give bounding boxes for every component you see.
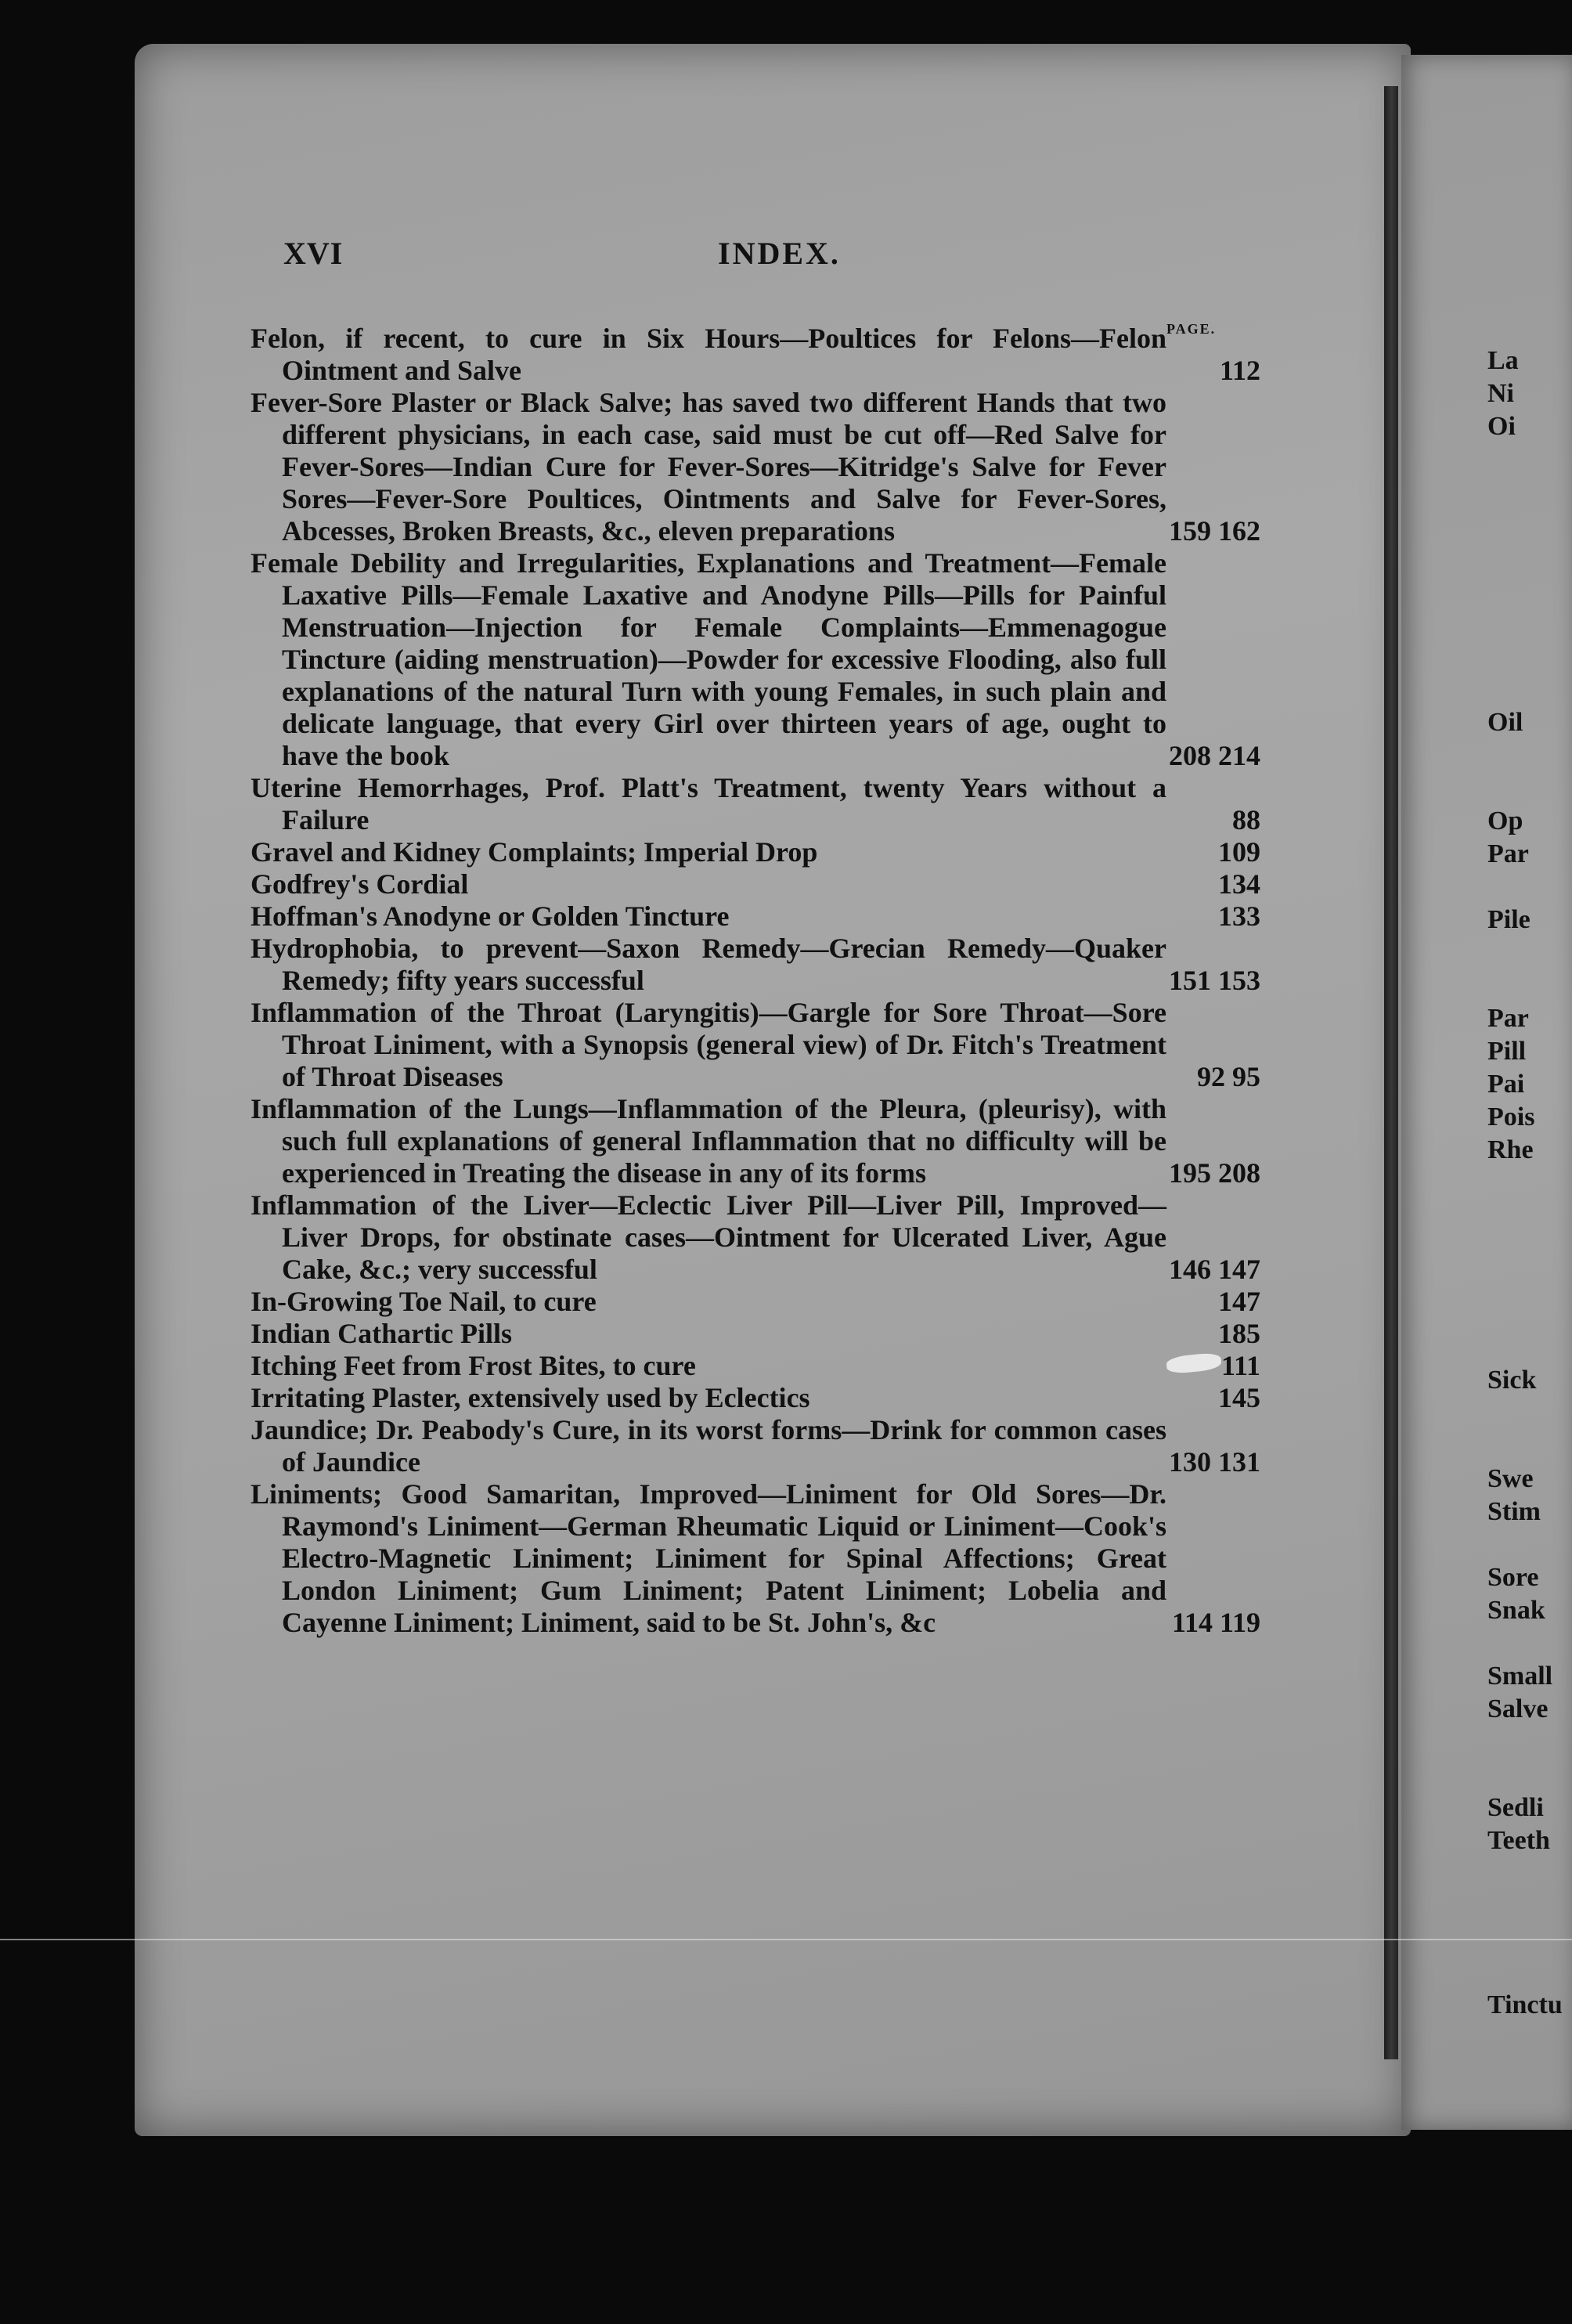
index-entry [251, 323, 1260, 387]
right-page-fragment [1487, 936, 1572, 969]
index-entry-pages: 147 [1218, 1286, 1260, 1317]
right-page-fragment [1487, 1430, 1572, 1463]
index-entry [251, 868, 1260, 900]
index-entry [251, 1286, 1260, 1318]
index-entry [251, 1382, 1260, 1414]
right-page-fragment [1487, 608, 1572, 641]
index-entry-pages: 112 [1219, 355, 1260, 386]
right-page-fragment [1487, 1397, 1572, 1430]
page-header [283, 235, 1160, 269]
right-page-fragment: Tinctu [1487, 1990, 1563, 2019]
page-title: INDEX. [718, 236, 841, 271]
right-page-fragment: Sore [1487, 1563, 1539, 1592]
index-entry [251, 1318, 1260, 1350]
index-entry-pages: 88 [1232, 804, 1260, 835]
index-entry-text: Hoffman's Anodyne or Golden Tincture [251, 900, 730, 932]
right-page-fragment: Pai [1487, 1070, 1525, 1099]
index-entry [251, 547, 1260, 772]
index-entry [251, 772, 1260, 836]
right-page-fragment: Rhe [1487, 1135, 1534, 1164]
right-page-fragment: Swe [1487, 1464, 1534, 1493]
page-number: XVI [283, 236, 344, 271]
scan-artifact-line [0, 1939, 1572, 1940]
index-entry-pages: 151 153 [1169, 965, 1260, 996]
index-entry-pages: 145 [1218, 1382, 1260, 1413]
right-page-fragment [1487, 1167, 1572, 1200]
right-page-fragment [1487, 542, 1572, 575]
right-page-fragment [1487, 673, 1572, 706]
right-page-fragment [1487, 575, 1572, 608]
index-entry-text: Felon, if recent, to cure in Six Hours—Poultices for Felons—Felon Ointment and Salve [251, 323, 1166, 386]
right-page-fragment [1487, 1857, 1572, 1890]
index-entry-text: Itching Feet from Frost Bites, to cure [251, 1350, 696, 1381]
right-page-fragment: Salve [1487, 1694, 1549, 1723]
index-entry-pages: 109 [1218, 836, 1260, 868]
right-page-fragments [1487, 345, 1572, 2022]
right-page-fragment: Teeth [1487, 1826, 1550, 1855]
index-entry [251, 997, 1260, 1093]
index-entry-pages: 111 [1220, 1350, 1260, 1381]
right-page-fragment: Snak [1487, 1596, 1545, 1625]
right-page-fragment [1487, 1726, 1572, 1759]
book-gutter [1384, 86, 1398, 2059]
right-page-fragment: Oil [1487, 708, 1523, 737]
right-page-fragment [1487, 1956, 1572, 1989]
right-page-fragment [1487, 1627, 1572, 1660]
index-entry-text: Fever-Sore Plaster or Black Salve; has saved two different Hands that two different physicians, in each case, said must be cut off—Red Salve for Fever-Sores—Indian Cure for Fever-Sores—Kitridge's Salve for Fever Sores—Fever-Sore Poultices, Ointments and Salve for Fever-Sores, Abcesses, Broken Breasts, &c., eleven preparations [251, 387, 1166, 547]
index-entry-pages: 133 [1218, 900, 1260, 932]
index-entry-text: Jaundice; Dr. Peabody's Cure, in its worst forms—Drink for common cases of Jaundice [251, 1414, 1166, 1478]
index-entry-text: Irritating Plaster, extensively used by Eclectics [251, 1382, 810, 1413]
index-entry-text: Inflammation of the Liver—Eclectic Liver Pill—Liver Pill, Improved—Liver Drops, for obstinate cases—Ointment for Ulcerated Liver, Ague Cake, &c.; very successful [251, 1189, 1166, 1285]
right-page-fragment: Pois [1487, 1102, 1535, 1131]
index-entry [251, 1414, 1260, 1478]
right-page-fragment [1487, 641, 1572, 673]
page-column-label: PAGE. [1166, 321, 1217, 337]
index-entry [251, 1478, 1260, 1639]
index-entry [251, 1093, 1260, 1189]
right-page-fragment: Stim [1487, 1497, 1541, 1526]
index-entry-text: Liniments; Good Samaritan, Improved—Liniment for Old Sores—Dr. Raymond's Liniment—German Rheumatic Liquid or Liniment—Cook's Electro-Magnetic Liniment; Liniment for Spinal Affections; Great London Liniment; Gum Liniment; Patent Liniment; Lobelia and Cayenne Liniment; Liniment, said to be St. John's, &c [251, 1478, 1166, 1638]
index-entry-text: Inflammation of the Throat (Laryngitis)—Gargle for Sore Throat—Sore Throat Liniment, with a Synopsis (general view) of Dr. Fitch's Treatment of Throat Diseases [251, 997, 1166, 1092]
right-page-fragment [1487, 1200, 1572, 1232]
right-page-fragment [1487, 1331, 1572, 1364]
right-page-fragment [1487, 1528, 1572, 1561]
index-entry-text: Uterine Hemorrhages, Prof. Platt's Treatment, twenty Years without a Failure [251, 772, 1166, 835]
index-entry-text: Indian Cathartic Pills [251, 1318, 513, 1349]
right-page-fragment: Small [1487, 1662, 1553, 1691]
index-entry [251, 1350, 1260, 1382]
index-entry-pages: 134 [1218, 868, 1260, 900]
index-entry-pages: 185 [1218, 1318, 1260, 1349]
right-page-fragment: Op [1487, 807, 1523, 835]
index-entry [251, 1189, 1260, 1286]
right-page-fragment: Sedli [1487, 1793, 1544, 1822]
index-entry-text: Female Debility and Irregularities, Explanations and Treatment—Female Laxative Pills—Female Laxative and Anodyne Pills—Pills for Painful Menstruation—Injection for Female Complaints—Emmenagogue Tincture (aiding menstruation)—Powder for excessive Flooding, also full explanations of the natural Turn with young Females, in such plain and delicate language, that every Girl over thirteen years of age, ought to have the book [251, 547, 1166, 771]
right-page-fragment: Oi [1487, 412, 1516, 441]
right-page-fragment: Pill [1487, 1037, 1527, 1066]
index-entry-text: In-Growing Toe Nail, to cure [251, 1286, 597, 1317]
right-page-fragment: Sick [1487, 1366, 1537, 1395]
index-entry-pages: 146 147 [1169, 1254, 1260, 1285]
index-entry [251, 900, 1260, 933]
right-page-fragment [1487, 1890, 1572, 1923]
index-entry-text: Hydrophobia, to prevent—Saxon Remedy—Grecian Remedy—Quaker Remedy; fifty years successful [251, 933, 1166, 996]
index-entry-text: Gravel and Kidney Complaints; Imperial Drop [251, 836, 818, 868]
index-entry [251, 933, 1260, 997]
right-page-fragment: Pile [1487, 905, 1531, 934]
right-page-fragment [1487, 969, 1572, 1002]
index-entry-pages: 130 131 [1169, 1446, 1260, 1478]
right-page-fragment [1487, 443, 1572, 476]
index-entry-pages: 208 214 [1169, 740, 1260, 771]
right-page-fragment [1487, 739, 1572, 772]
index-entry [251, 387, 1260, 547]
right-page-fragment [1487, 1265, 1572, 1298]
right-page-fragment: Par [1487, 839, 1529, 868]
right-page-fragment [1487, 1232, 1572, 1265]
right-page-fragment [1487, 1298, 1572, 1331]
index-entry [251, 836, 1260, 868]
right-page-fragment: La [1487, 346, 1519, 375]
index-entry-text: Inflammation of the Lungs—Inflammation of the Pleura, (pleurisy), with such full explanations of general Inflammation that no difficulty will be experienced in Treating the disease in any of its forms [251, 1093, 1166, 1189]
index-entry-pages: 92 95 [1197, 1061, 1260, 1092]
index-entry-pages: 114 119 [1171, 1607, 1260, 1638]
index-entry-text: Godfrey's Cordial [251, 868, 469, 900]
index-entry-pages: 159 162 [1169, 515, 1260, 547]
right-page-fragment [1487, 509, 1572, 542]
right-page-fragment [1487, 476, 1572, 509]
right-page-fragment [1487, 871, 1572, 904]
right-page-fragment: Par [1487, 1004, 1529, 1033]
right-page-fragment [1487, 1759, 1572, 1792]
index-entry-pages: 195 208 [1169, 1157, 1260, 1189]
right-page-fragment [1487, 772, 1572, 805]
right-page-fragment: Ni [1487, 379, 1514, 408]
index-entries [251, 323, 1260, 1639]
